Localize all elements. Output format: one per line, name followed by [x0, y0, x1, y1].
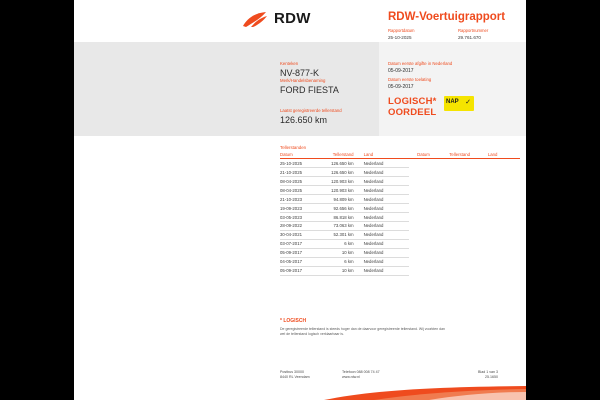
table-cell: 08-04-2025 [280, 176, 316, 185]
footer-line: 8440 RL Veendam [280, 375, 310, 380]
table-cell-empty [417, 248, 449, 257]
table-cell: 86.818 km [316, 212, 363, 221]
table-cell-empty [449, 257, 488, 266]
table-cell-empty [417, 266, 449, 275]
judgement-line1: LOGISCH* [388, 96, 437, 107]
table-cell: Nederland [364, 203, 409, 212]
kenteken-block: Kenteken NV-877-K [280, 61, 320, 78]
footer-contact [342, 370, 380, 381]
table-row [280, 230, 520, 239]
table-cell: Nederland [364, 176, 409, 185]
table-cell-empty [449, 248, 488, 257]
table-cell-empty [449, 203, 488, 212]
table-cell: 04-05-2017 [280, 257, 316, 266]
table-cell-empty [449, 159, 488, 168]
table-cell: Nederland [364, 159, 409, 168]
table-cell: 19-09-2023 [280, 203, 316, 212]
report-number: Rapportnummer 29.761.670 [458, 28, 489, 40]
table-cell-empty [488, 221, 520, 230]
table-row [280, 239, 520, 248]
table-cell: 05-09-2017 [280, 266, 316, 275]
table-cell: 03-07-2017 [280, 239, 316, 248]
table-caption: Tellerstanden [280, 145, 307, 150]
table-row [280, 221, 520, 230]
first-registration-nl-block: Datum eerste afgifte in Nederland 05-09-2017 [388, 61, 453, 74]
table-cell-empty [488, 159, 520, 168]
table-cell: 21-10-2025 [280, 167, 316, 176]
table-cell-empty [417, 176, 449, 185]
table-row [280, 257, 520, 266]
footer-pagination [478, 370, 498, 381]
brand-name: RDW [274, 10, 311, 27]
table-cell-empty [409, 159, 418, 168]
footer-address [280, 370, 310, 381]
table-cell: 6 km [316, 257, 363, 266]
table-row [280, 266, 520, 275]
table-body [280, 159, 520, 276]
report-page [74, 0, 526, 400]
table-cell-empty [417, 203, 449, 212]
table-cell: 120.903 km [316, 176, 363, 185]
table-cell-empty [409, 194, 418, 203]
table-cell-empty [417, 194, 449, 203]
table-cell-empty [488, 176, 520, 185]
table-cell-empty [449, 221, 488, 230]
table-row [280, 203, 520, 212]
table-cell-empty [409, 221, 418, 230]
table-cell-empty [449, 239, 488, 248]
table-cell: 28-09-2022 [280, 221, 316, 230]
table-cell-empty [488, 230, 520, 239]
check-icon: ✓ [465, 99, 471, 106]
table-cell: Nederland [364, 239, 409, 248]
table-cell-empty [488, 248, 520, 257]
table-cell-empty [449, 167, 488, 176]
page-title: RDW-Voertuigrapport [388, 11, 506, 23]
table-cell-empty [449, 266, 488, 275]
table-cell: Nederland [364, 257, 409, 266]
nap-badge-label: NAP [446, 99, 459, 105]
table-cell: Nederland [364, 167, 409, 176]
table-cell: 52.301 km [316, 230, 363, 239]
table-cell: Nederland [364, 221, 409, 230]
table-cell-empty [409, 239, 418, 248]
table-cell-empty [409, 167, 418, 176]
table-cell-empty [488, 167, 520, 176]
table-cell-empty [409, 257, 418, 266]
table-cell: 10 km [316, 266, 363, 275]
table-cell-empty [409, 230, 418, 239]
table-cell-empty [449, 176, 488, 185]
footnote-title: * LOGISCH [280, 318, 307, 324]
report-date: Rapportdatum 25-10-2025 [388, 28, 415, 40]
rdw-flame-icon [242, 12, 268, 28]
col-land-left: Land [364, 152, 409, 159]
table-cell-empty [488, 257, 520, 266]
col-land-right: Land [488, 152, 520, 159]
table-cell: 05-09-2017 [280, 248, 316, 257]
table-cell: 08-04-2025 [280, 185, 316, 194]
table-cell-empty [417, 185, 449, 194]
odometer-value: 126.650 km [280, 115, 328, 125]
footer-swoosh-graphic [74, 386, 526, 400]
odometer-table-section [280, 145, 520, 276]
table-cell: Nederland [364, 212, 409, 221]
table-cell-empty [409, 248, 418, 257]
footer-line: Blad 1 van 3 [478, 370, 498, 374]
table-cell: Nederland [364, 230, 409, 239]
table-cell: 6 km [316, 239, 363, 248]
judgement-line2: OORDEEL [388, 107, 437, 118]
table-cell-empty [417, 221, 449, 230]
col-datum-left: Datum [280, 152, 316, 159]
table-cell-empty [417, 239, 449, 248]
table-cell-empty [417, 159, 449, 168]
table-cell-empty [449, 185, 488, 194]
merk-value: FORD FIESTA [280, 85, 339, 95]
odometer-table [280, 152, 520, 276]
col-tellerstand-left: Tellerstand [316, 152, 363, 159]
table-row [280, 167, 520, 176]
table-row [280, 194, 520, 203]
merk-block: Merk/Handelsbenaming FORD FIESTA [280, 78, 339, 95]
first-admission-block: Datum eerste toelating 05-09-2017 [388, 77, 432, 90]
footer-line: 25.1650 [484, 375, 498, 380]
table-cell: 25-10-2025 [280, 159, 316, 168]
table-cell-empty [417, 230, 449, 239]
table-cell: 73.063 km [316, 221, 363, 230]
table-cell-empty [409, 203, 418, 212]
table-cell-empty [409, 176, 418, 185]
table-cell-empty [409, 185, 418, 194]
footnote [280, 318, 450, 337]
table-cell-empty [488, 194, 520, 203]
table-row [280, 212, 520, 221]
table-cell: Nederland [364, 266, 409, 275]
table-cell-empty [488, 239, 520, 248]
table-cell: 120.903 km [316, 185, 363, 194]
table-cell-empty [449, 230, 488, 239]
table-cell: 92.656 km [316, 203, 363, 212]
nap-badge [444, 96, 474, 111]
table-row [280, 176, 520, 185]
table-cell: 03-05-2023 [280, 212, 316, 221]
table-cell-empty [417, 257, 449, 266]
judgement-block [388, 96, 437, 118]
table-cell-empty [488, 266, 520, 275]
page-footer [74, 370, 526, 386]
table-row [280, 248, 520, 257]
table-cell: Nederland [364, 185, 409, 194]
report-meta [388, 28, 520, 41]
footer-line: Postbus 30000 [280, 370, 304, 374]
table-cell: Nederland [364, 248, 409, 257]
table-row [280, 159, 520, 168]
table-cell-empty [488, 203, 520, 212]
table-cell: 94.809 km [316, 194, 363, 203]
table-cell-empty [417, 167, 449, 176]
col-tellerstand-right: Tellerstand [449, 152, 488, 159]
table-cell-empty [449, 194, 488, 203]
table-cell: 126.650 km [316, 167, 363, 176]
table-cell-empty [488, 185, 520, 194]
table-cell-empty [449, 212, 488, 221]
table-row [280, 185, 520, 194]
table-cell-empty [409, 266, 418, 275]
table-cell: 21-10-2023 [280, 194, 316, 203]
odometer-block: Laatst geregistreerde tellerstand 126.650 km [280, 108, 342, 125]
table-cell: 30-04-2021 [280, 230, 316, 239]
footer-line: www.rdw.nl [342, 375, 360, 380]
table-cell: 126.650 km [316, 159, 363, 168]
table-cell: 10 km [316, 248, 363, 257]
table-cell-empty [417, 212, 449, 221]
table-cell: Nederland [364, 194, 409, 203]
footer-line: Telefoon 088 008 74 47 [342, 370, 380, 374]
kenteken-value: NV-877-K [280, 68, 320, 78]
footnote-text: De geregistreerde tellerstand is steeds hoger dan de daarvoor geregistreerde tellerstand. Wij voorkten dan wel de tellerstand logisch verklaarbaar is. [280, 327, 445, 337]
table-cell-empty [409, 212, 418, 221]
col-datum-right: Datum [417, 152, 449, 159]
table-cell-empty [488, 212, 520, 221]
report-header [74, 0, 526, 42]
